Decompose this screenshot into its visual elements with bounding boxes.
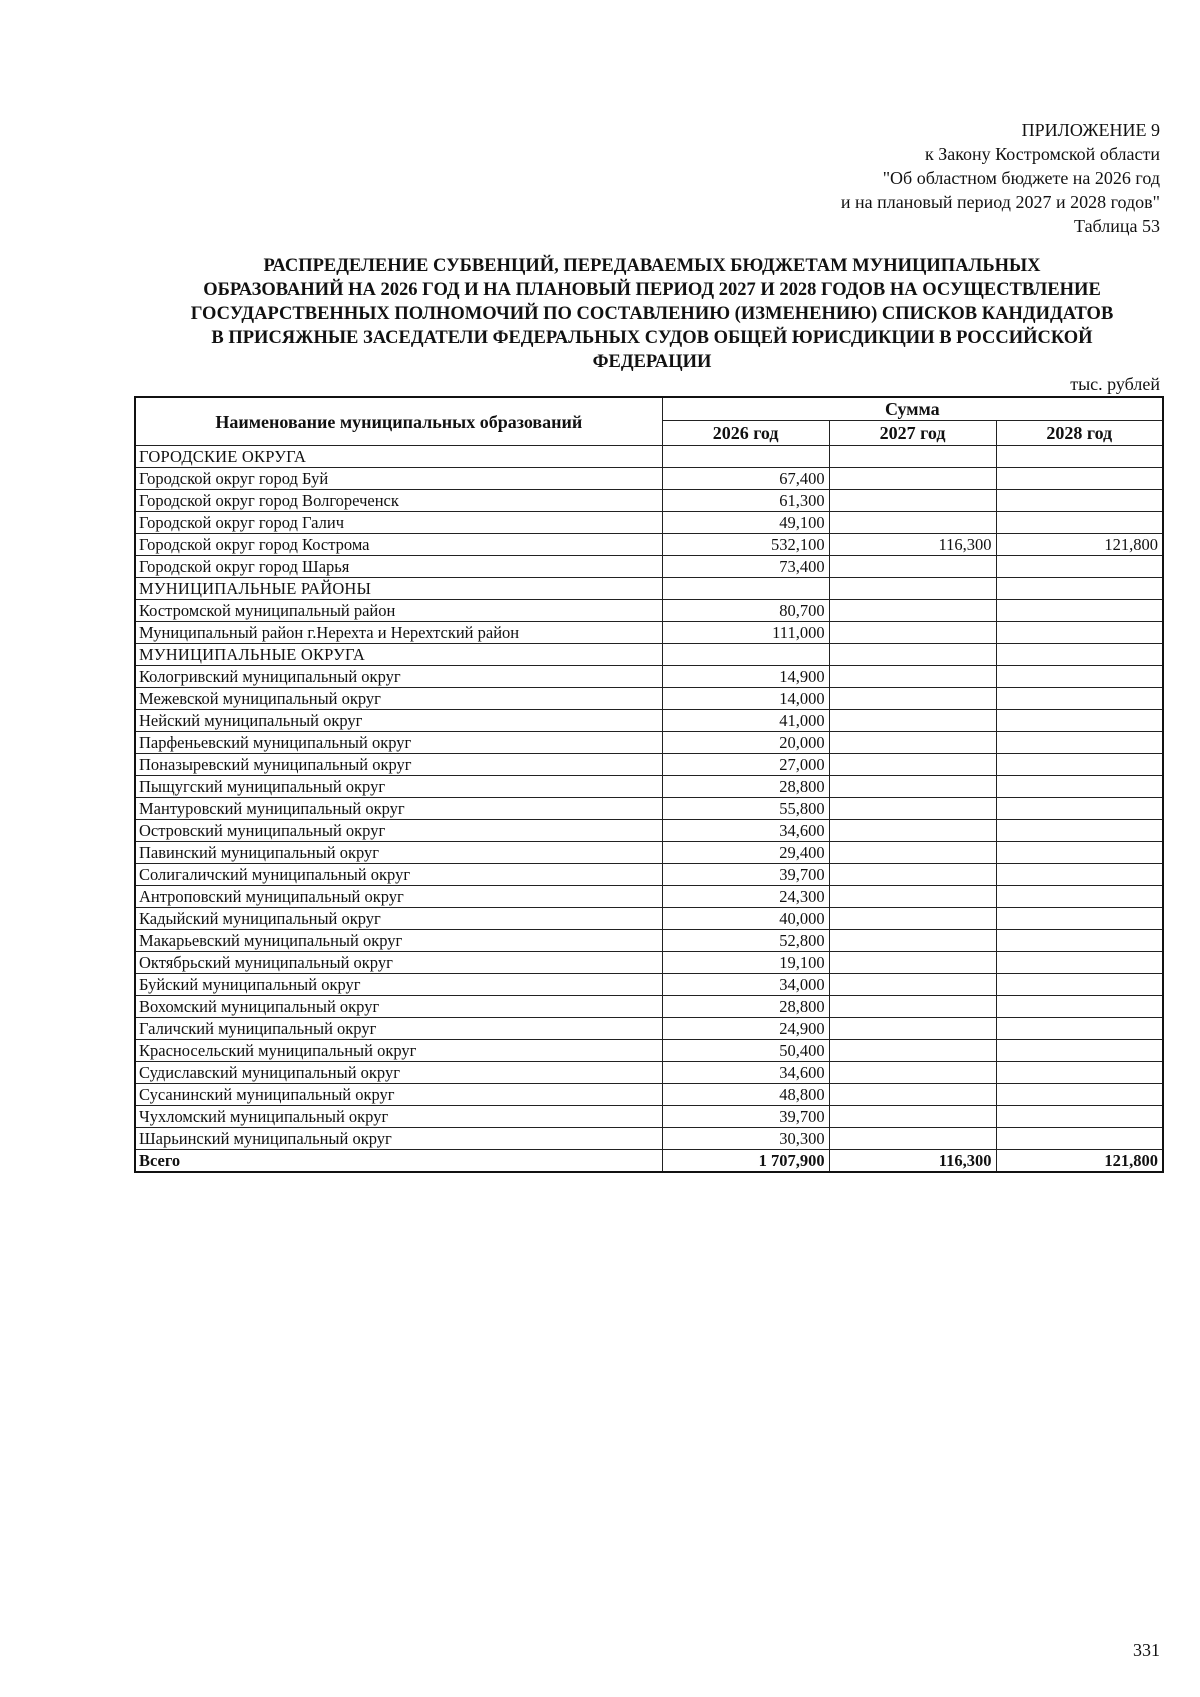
amount-2026: 19,100 [662,952,829,974]
amount-2027 [829,446,996,468]
amount-2026: 28,800 [662,996,829,1018]
municipality-name: Городской округ город Буй [135,468,662,490]
table-row [135,600,1163,622]
appendix-law: к Закону Костромской области [924,144,1160,164]
municipality-name: Поназыревский муниципальный округ [135,754,662,776]
amount-2028 [996,1128,1163,1150]
title-line: ОБРАЗОВАНИЙ НА 2026 ГОД И НА ПЛАНОВЫЙ ПЕРИОД 2027 И 2028 ГОДОВ НА ОСУЩЕСТВЛЕНИЕ [203,280,1101,300]
title-line: ФЕДЕРАЦИИ [592,352,712,372]
amount-2026: 14,900 [662,666,829,688]
amount-2026 [662,578,829,600]
amount-2027 [829,1128,996,1150]
amount-2027: 116,300 [829,534,996,556]
amount-2028 [996,1040,1163,1062]
table-row [135,490,1163,512]
appendix-law-title-cont: и на плановый период 2027 и 2028 годов" [840,192,1160,212]
appendix-number: ПРИЛОЖЕНИЕ 9 [1021,120,1160,140]
table-row [135,996,1163,1018]
amount-2027 [829,776,996,798]
amount-2028 [996,754,1163,776]
municipality-name: Межевской муниципальный округ [135,688,662,710]
subventions-table [134,396,1164,1173]
amount-2026: 40,000 [662,908,829,930]
amount-2026: 34,600 [662,820,829,842]
table-row [135,622,1163,644]
municipality-name: Антроповский муниципальный округ [135,886,662,908]
table-row [135,710,1163,732]
amount-2028 [996,798,1163,820]
amount-2026: 48,800 [662,1084,829,1106]
table-row [135,1128,1163,1150]
header-year-2027: 2027 год [829,421,996,446]
amount-2027 [829,688,996,710]
municipality-name: Нейский муниципальный округ [135,710,662,732]
table-row [135,820,1163,842]
amount-2028 [996,1106,1163,1128]
amount-2028 [996,732,1163,754]
table-row [135,930,1163,952]
amount-2027 [829,952,996,974]
amount-2028 [996,842,1163,864]
table-row [135,1040,1163,1062]
amount-2028 [996,996,1163,1018]
municipality-name: Павинский муниципальный округ [135,842,662,864]
amount-2026: 61,300 [662,490,829,512]
amount-2028 [996,666,1163,688]
municipality-name: Городской округ город Шарья [135,556,662,578]
total-2026: 1 707,900 [662,1150,829,1173]
header-year-2028: 2028 год [996,421,1163,446]
municipality-name: Сусанинский муниципальный округ [135,1084,662,1106]
amount-2026: 28,800 [662,776,829,798]
municipality-name: Чухломский муниципальный округ [135,1106,662,1128]
table-row [135,1018,1163,1040]
amount-2028 [996,974,1163,996]
amount-2028 [996,1018,1163,1040]
table-row [135,556,1163,578]
amount-2026: 39,700 [662,864,829,886]
table-row [135,798,1163,820]
amount-2028 [996,908,1163,930]
table-row [135,688,1163,710]
amount-2027 [829,1062,996,1084]
section-name: МУНИЦИПАЛЬНЫЕ РАЙОНЫ [135,578,662,600]
table-row [135,842,1163,864]
municipality-name: Судиславский муниципальный округ [135,1062,662,1084]
total-2027: 116,300 [829,1150,996,1173]
table-row [135,776,1163,798]
amount-2027 [829,732,996,754]
amount-2026 [662,644,829,666]
municipality-name: Галичский муниципальный округ [135,1018,662,1040]
total-label: Всего [135,1150,662,1173]
amount-2028 [996,1084,1163,1106]
amount-2028 [996,710,1163,732]
amount-2026: 24,300 [662,886,829,908]
section-row [135,446,1163,468]
table-row [135,952,1163,974]
municipality-name: Островский муниципальный округ [135,820,662,842]
amount-2027 [829,820,996,842]
page-number: 331 [1133,1640,1160,1660]
amount-2026 [662,446,829,468]
amount-2028 [996,446,1163,468]
amount-2028 [996,820,1163,842]
amount-2026: 49,100 [662,512,829,534]
amount-2028 [996,952,1163,974]
municipality-name: Кологривский муниципальный округ [135,666,662,688]
units-label: тыс. рублей [1070,374,1160,394]
amount-2028 [996,1062,1163,1084]
municipality-name: Муниципальный район г.Нерехта и Нерехтский район [135,622,662,644]
amount-2028 [996,864,1163,886]
amount-2028 [996,468,1163,490]
amount-2027 [829,556,996,578]
amount-2027 [829,930,996,952]
amount-2027 [829,622,996,644]
amount-2027 [829,578,996,600]
amount-2028 [996,578,1163,600]
amount-2027 [829,864,996,886]
municipality-name: Костромской муниципальный район [135,600,662,622]
table-row [135,732,1163,754]
amount-2026: 29,400 [662,842,829,864]
header-name: Наименование муниципальных образований [135,397,662,446]
municipality-name: Шарьинский муниципальный округ [135,1128,662,1150]
municipality-name: Вохомский муниципальный округ [135,996,662,1018]
table-row [135,468,1163,490]
section-row [135,578,1163,600]
amount-2027 [829,908,996,930]
amount-2026: 39,700 [662,1106,829,1128]
amount-2028 [996,776,1163,798]
amount-2026: 30,300 [662,1128,829,1150]
amount-2027 [829,1040,996,1062]
amount-2028 [996,688,1163,710]
amount-2027 [829,1084,996,1106]
amount-2027 [829,490,996,512]
amount-2026: 532,100 [662,534,829,556]
section-name: МУНИЦИПАЛЬНЫЕ ОКРУГА [135,644,662,666]
municipality-name: Кадыйский муниципальный округ [135,908,662,930]
table-row [135,534,1163,556]
amount-2026: 34,600 [662,1062,829,1084]
municipality-name: Буйский муниципальный округ [135,974,662,996]
amount-2026: 14,000 [662,688,829,710]
amount-2027 [829,468,996,490]
amount-2027 [829,886,996,908]
table-number: Таблица 53 [1074,216,1160,236]
appendix-header [841,118,1160,238]
amount-2028 [996,886,1163,908]
amount-2027 [829,600,996,622]
municipality-name: Солигаличский муниципальный округ [135,864,662,886]
municipality-name: Макарьевский муниципальный округ [135,930,662,952]
amount-2027 [829,666,996,688]
header-sum: Сумма [662,397,1163,421]
total-2028: 121,800 [996,1150,1163,1173]
municipality-name: Городской округ город Галич [135,512,662,534]
title-line: ГОСУДАРСТВЕННЫХ ПОЛНОМОЧИЙ ПО СОСТАВЛЕНИЮ (ИЗМЕНЕНИЮ) СПИСКОВ КАНДИДАТОВ [190,304,1114,324]
appendix-law-title: "Об областном бюджете на 2026 год [882,168,1160,188]
amount-2028 [996,930,1163,952]
amount-2026: 34,000 [662,974,829,996]
amount-2027 [829,1018,996,1040]
municipality-name: Красносельский муниципальный округ [135,1040,662,1062]
amount-2026: 24,900 [662,1018,829,1040]
amount-2027 [829,754,996,776]
amount-2026: 27,000 [662,754,829,776]
table-row [135,1062,1163,1084]
table-row [135,974,1163,996]
amount-2028 [996,490,1163,512]
amount-2027 [829,512,996,534]
document-title [132,254,1172,374]
municipality-name: Городской округ город Волгореченск [135,490,662,512]
table-body [135,446,1163,1173]
amount-2026: 20,000 [662,732,829,754]
amount-2027 [829,842,996,864]
municipality-name: Октябрьский муниципальный округ [135,952,662,974]
section-row [135,644,1163,666]
amount-2026: 67,400 [662,468,829,490]
amount-2027 [829,644,996,666]
amount-2028 [996,556,1163,578]
municipality-name: Мантуровский муниципальный округ [135,798,662,820]
amount-2027 [829,996,996,1018]
table-row [135,1106,1163,1128]
table-row [135,1084,1163,1106]
title-line: В ПРИСЯЖНЫЕ ЗАСЕДАТЕЛИ ФЕДЕРАЛЬНЫХ СУДОВ ОБЩЕЙ ЮРИСДИКЦИИ В РОССИЙСКОЙ [211,328,1093,348]
amount-2028 [996,644,1163,666]
title-line: РАСПРЕДЕЛЕНИЕ СУБВЕНЦИЙ, ПЕРЕДАВАЕМЫХ БЮДЖЕТАМ МУНИЦИПАЛЬНЫХ [263,256,1041,276]
table-row [135,886,1163,908]
municipality-name: Пыщугский муниципальный округ [135,776,662,798]
table-row [135,864,1163,886]
amount-2027 [829,710,996,732]
amount-2028 [996,600,1163,622]
amount-2026: 50,400 [662,1040,829,1062]
amount-2028: 121,800 [996,534,1163,556]
amount-2028 [996,512,1163,534]
amount-2026: 80,700 [662,600,829,622]
table-row [135,666,1163,688]
amount-2026: 52,800 [662,930,829,952]
amount-2027 [829,1106,996,1128]
amount-2026: 111,000 [662,622,829,644]
amount-2027 [829,974,996,996]
municipality-name: Парфеньевский муниципальный округ [135,732,662,754]
section-name: ГОРОДСКИЕ ОКРУГА [135,446,662,468]
table-row [135,908,1163,930]
municipality-name: Городской округ город Кострома [135,534,662,556]
table-row [135,512,1163,534]
table-row [135,754,1163,776]
amount-2026: 55,800 [662,798,829,820]
amount-2026: 41,000 [662,710,829,732]
header-year-2026: 2026 год [662,421,829,446]
total-row [135,1150,1163,1173]
amount-2026: 73,400 [662,556,829,578]
amount-2027 [829,798,996,820]
amount-2028 [996,622,1163,644]
